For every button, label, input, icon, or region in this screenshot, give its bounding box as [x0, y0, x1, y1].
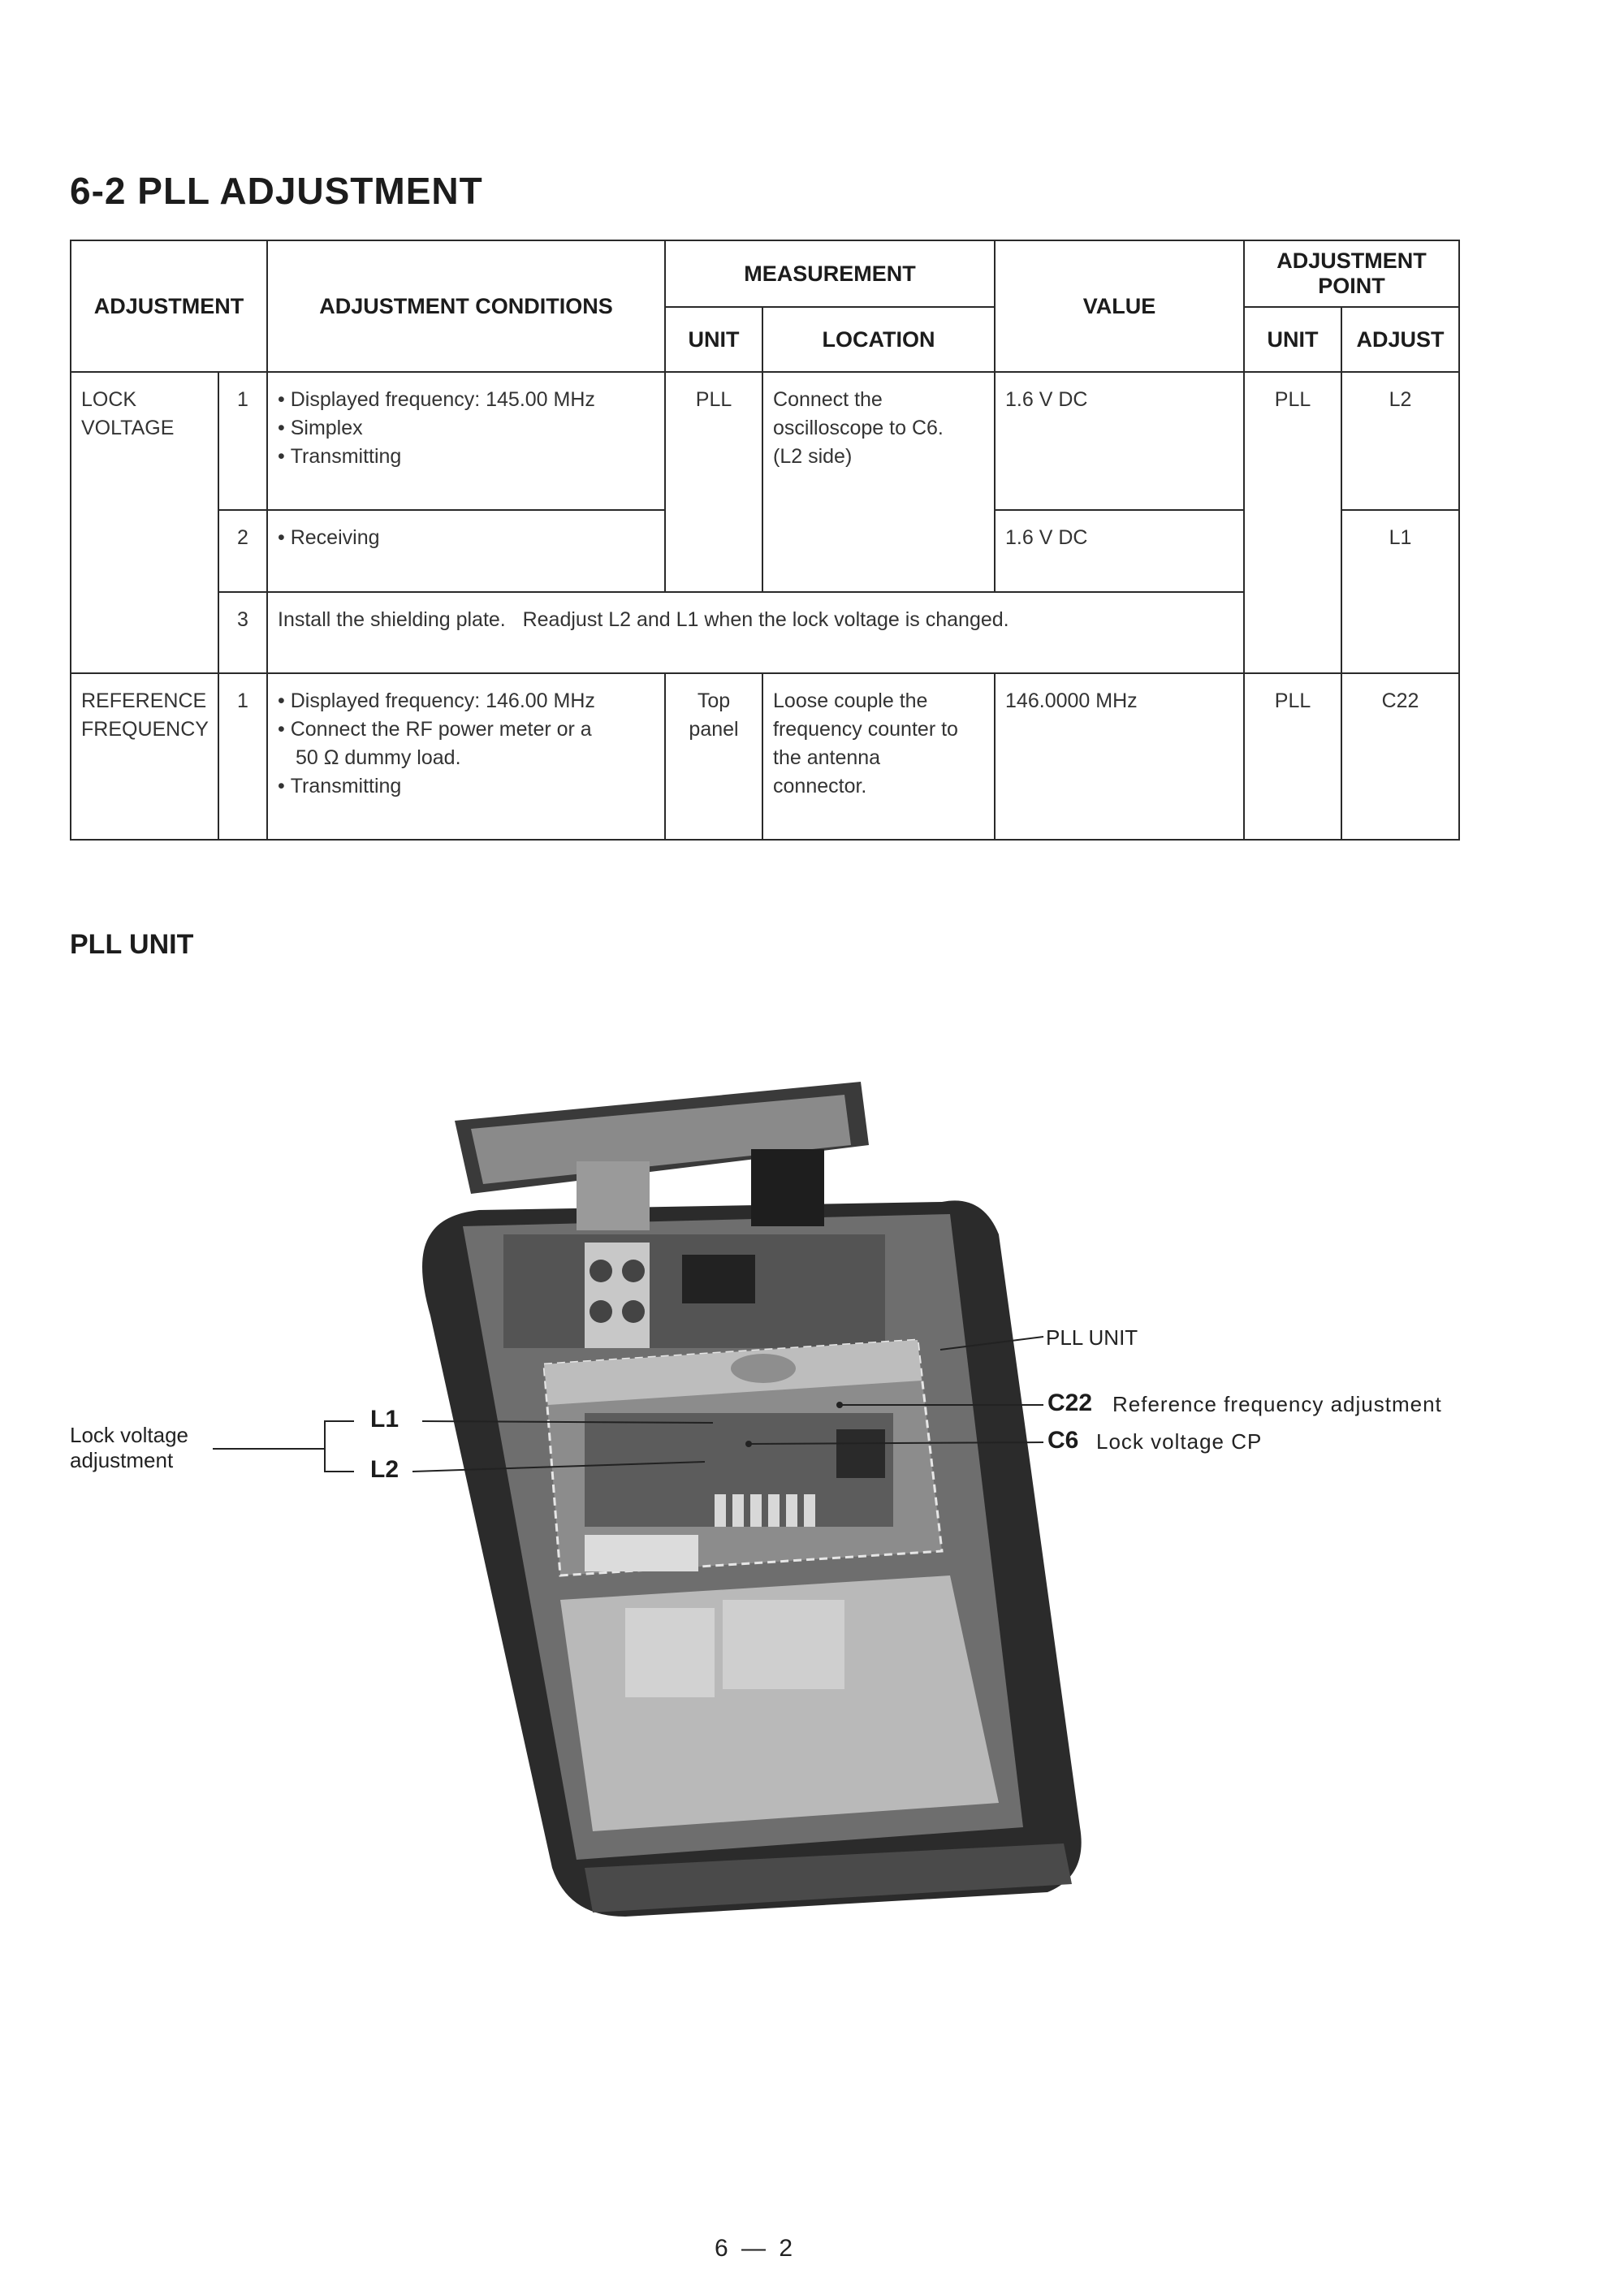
step-number: 3 [218, 592, 267, 673]
lock-voltage-cell: LOCK VOLTAGE [71, 372, 218, 673]
header-ap-unit: UNIT [1244, 307, 1341, 372]
header-value: VALUE [995, 240, 1244, 372]
step-number: 2 [218, 510, 267, 592]
ap-adjust-cell: L2 [1341, 372, 1459, 510]
page-number: 6 — 2 [715, 2235, 797, 2262]
ap-unit-cell: PLL [1244, 372, 1341, 673]
c22-label: C22 [1047, 1390, 1093, 1416]
step-number: 1 [218, 673, 267, 840]
header-adjustment: ADJUSTMENT [71, 240, 267, 372]
section-subtitle: PLL UNIT [70, 929, 194, 960]
ap-adjust-cell: C22 [1341, 673, 1459, 840]
ap-unit-cell: PLL [1244, 673, 1341, 840]
l2-label: L2 [370, 1456, 400, 1483]
location-cell: Connect the oscilloscope to C6. (L2 side) [762, 372, 995, 592]
header-measurement: MEASUREMENT [665, 240, 995, 307]
unit-cell: Top panel [665, 673, 762, 840]
c22-description: Reference frequency adjustment [1112, 1392, 1442, 1416]
value-cell: 1.6 V DC [995, 372, 1244, 510]
c6-label: C6 [1047, 1427, 1079, 1454]
lock-voltage-label: Lock voltage adjustment [70, 1423, 188, 1472]
header-adjustment-point: ADJUSTMENT POINT [1244, 240, 1459, 307]
pll-unit-label: PLL UNIT [1046, 1325, 1138, 1350]
unit-cell: PLL [665, 372, 762, 592]
conditions-cell: • Receiving [267, 510, 665, 592]
page-title: 6-2 PLL ADJUSTMENT [70, 170, 483, 212]
header-conditions: ADJUSTMENT CONDITIONS [267, 240, 665, 372]
ap-adjust-cell: L1 [1341, 510, 1459, 673]
l1-label: L1 [370, 1406, 400, 1433]
header-unit: UNIT [665, 307, 762, 372]
header-location: LOCATION [762, 307, 995, 372]
conditions-cell: • Displayed frequency: 146.00 MHz • Connect the RF power meter or a 50 Ω dummy load. • Transmitting [267, 673, 665, 840]
reference-frequency-cell: REFERENCE FREQUENCY [71, 673, 218, 840]
value-cell: 146.0000 MHz [995, 673, 1244, 840]
location-cell: Loose couple the frequency counter to the antenna connector. [762, 673, 995, 840]
header-ap-adjust: ADJUST [1341, 307, 1459, 372]
value-cell: 1.6 V DC [995, 510, 1244, 592]
step-number: 1 [218, 372, 267, 510]
conditions-cell: • Displayed frequency: 145.00 MHz • Simplex • Transmitting [267, 372, 665, 510]
note-cell: Install the shielding plate. Readjust L2 and L1 when the lock voltage is changed. [267, 592, 1244, 673]
c6-description: Lock voltage CP [1096, 1429, 1263, 1454]
